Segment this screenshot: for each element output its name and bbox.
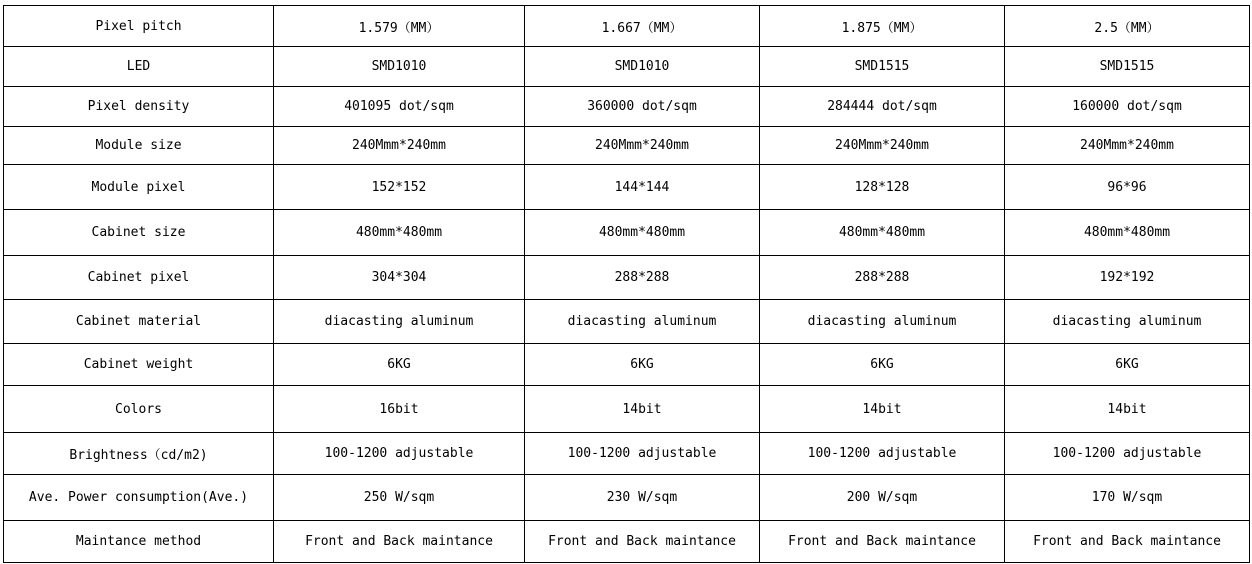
table-cell: SMD1515 (1005, 47, 1250, 87)
table-row (4, 127, 1250, 165)
table-cell: diacasting aluminum (760, 300, 1005, 344)
table-cell: 480mm*480mm (274, 210, 525, 256)
row-label: Cabinet material (4, 300, 274, 344)
table-cell: 16bit (274, 386, 525, 433)
table-cell: Front and Back maintance (525, 521, 760, 563)
table-cell: 14bit (760, 386, 1005, 433)
table-cell: 100-1200 adjustable (1005, 433, 1250, 475)
table-row (4, 344, 1250, 386)
row-label: Colors (4, 386, 274, 433)
row-label: Cabinet pixel (4, 256, 274, 300)
row-label: Ave. Power consumption(Ave.) (4, 475, 274, 521)
table-cell: 360000 dot/sqm (525, 87, 760, 127)
table-cell: 170 W/sqm (1005, 475, 1250, 521)
table-cell: SMD1010 (525, 47, 760, 87)
table-cell: 288*288 (760, 256, 1005, 300)
table-cell: 401095 dot/sqm (274, 87, 525, 127)
table-cell: 14bit (1005, 386, 1250, 433)
row-label: Module size (4, 127, 274, 165)
table-row (4, 6, 1250, 47)
table-cell: 6KG (274, 344, 525, 386)
row-label: Brightness（cd/m2) (4, 433, 274, 475)
table-cell: 192*192 (1005, 256, 1250, 300)
table-cell: 100-1200 adjustable (525, 433, 760, 475)
row-label: LED (4, 47, 274, 87)
row-label: Cabinet weight (4, 344, 274, 386)
spec-table (3, 5, 1250, 563)
table-row (4, 521, 1250, 563)
table-cell: 480mm*480mm (1005, 210, 1250, 256)
table-cell: Front and Back maintance (760, 521, 1005, 563)
table-cell: 1.667（MM） (525, 6, 760, 47)
table-cell: 240Mmm*240mm (525, 127, 760, 165)
row-label: Pixel density (4, 87, 274, 127)
table-cell: 2.5（MM） (1005, 6, 1250, 47)
table-cell: 288*288 (525, 256, 760, 300)
table-cell: 250 W/sqm (274, 475, 525, 521)
table-cell: 240Mmm*240mm (760, 127, 1005, 165)
table-row (4, 433, 1250, 475)
table-cell: 230 W/sqm (525, 475, 760, 521)
table-cell: 304*304 (274, 256, 525, 300)
table-cell: Front and Back maintance (274, 521, 525, 563)
table-row (4, 87, 1250, 127)
table-row (4, 256, 1250, 300)
table-row (4, 475, 1250, 521)
table-cell: 6KG (760, 344, 1005, 386)
row-label: Cabinet size (4, 210, 274, 256)
table-cell: Front and Back maintance (1005, 521, 1250, 563)
row-label: Module pixel (4, 165, 274, 210)
table-cell: 100-1200 adjustable (274, 433, 525, 475)
table-cell: SMD1010 (274, 47, 525, 87)
table-cell: 240Mmm*240mm (1005, 127, 1250, 165)
table-row (4, 300, 1250, 344)
table-row (4, 386, 1250, 433)
table-cell: 200 W/sqm (760, 475, 1005, 521)
table-cell: 144*144 (525, 165, 760, 210)
row-label: Maintance method (4, 521, 274, 563)
row-label: Pixel pitch (4, 6, 274, 47)
table-cell: 480mm*480mm (525, 210, 760, 256)
table-row (4, 47, 1250, 87)
table-cell: 6KG (1005, 344, 1250, 386)
table-cell: 100-1200 adjustable (760, 433, 1005, 475)
table-cell: 1.579（MM） (274, 6, 525, 47)
table-cell: SMD1515 (760, 47, 1005, 87)
table-cell: 240Mmm*240mm (274, 127, 525, 165)
table-row (4, 210, 1250, 256)
table-cell: 1.875（MM） (760, 6, 1005, 47)
table-cell: diacasting aluminum (274, 300, 525, 344)
table-cell: 284444 dot/sqm (760, 87, 1005, 127)
table-row (4, 165, 1250, 210)
table-cell: diacasting aluminum (1005, 300, 1250, 344)
table-cell: diacasting aluminum (525, 300, 760, 344)
table-cell: 128*128 (760, 165, 1005, 210)
table-cell: 160000 dot/sqm (1005, 87, 1250, 127)
table-cell: 96*96 (1005, 165, 1250, 210)
table-cell: 480mm*480mm (760, 210, 1005, 256)
table-cell: 152*152 (274, 165, 525, 210)
table-cell: 6KG (525, 344, 760, 386)
table-cell: 14bit (525, 386, 760, 433)
